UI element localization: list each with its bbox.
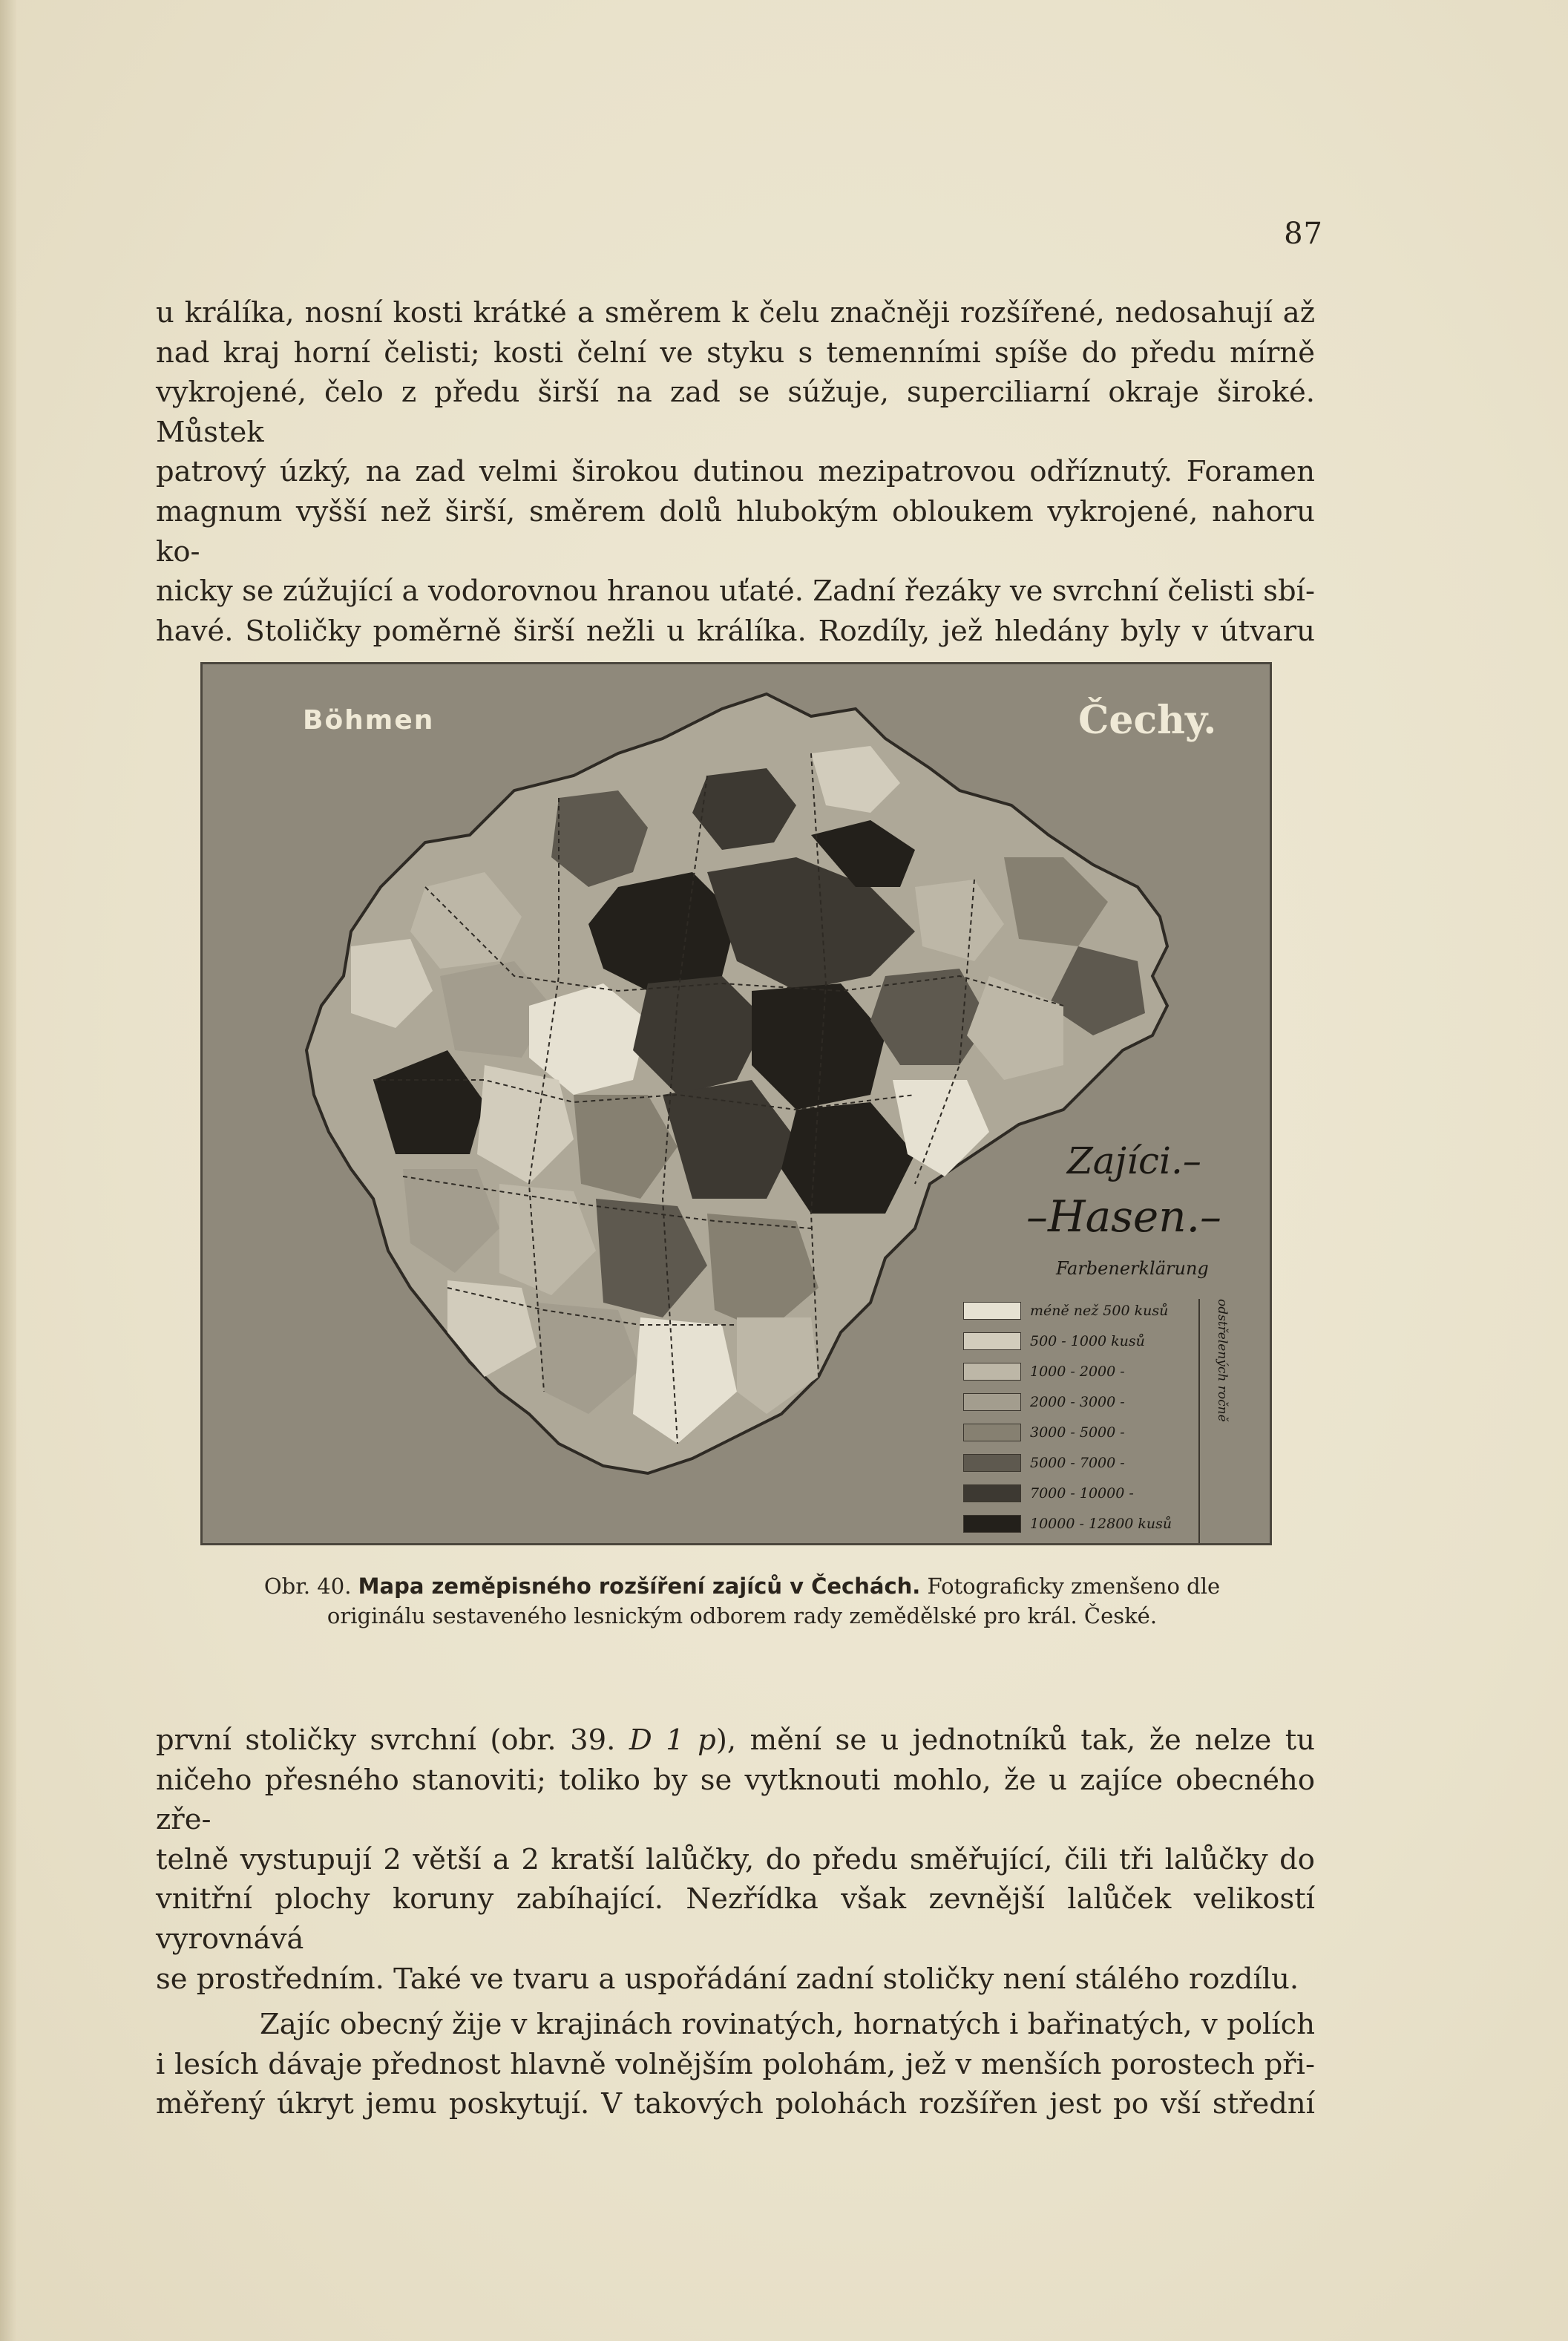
map-label-german: Böhmen [303, 705, 435, 736]
legend-side-note: odstřelených ročně [1215, 1299, 1230, 1422]
legend-entry [960, 1478, 1204, 1508]
legend-entry [960, 1417, 1204, 1447]
legend-swatch [963, 1332, 1021, 1350]
legend-entry [960, 1326, 1204, 1356]
legend-swatch [963, 1484, 1021, 1502]
legend-entry [960, 1386, 1204, 1417]
text-line: patrový úzký, na zad velmi širokou dutinou mezipatrovou odříznutý. Foramen [156, 455, 1315, 489]
text-line: Zajíc obecný žije v krajinách rovinatých, hornatých i bařinatých, v polích [260, 2008, 1315, 2042]
legend-entry [960, 1508, 1204, 1539]
legend-swatch [963, 1363, 1021, 1381]
legend-title-czech: Zajíci.– [1067, 1139, 1201, 1182]
legend-subtitle: Farbenerklärung [1056, 1258, 1209, 1279]
legend-entry [960, 1447, 1204, 1478]
text-line [156, 1720, 1315, 1761]
text-line: i lesích dávaje přednost hlavně volnějším polohám, jež v menších porostech při- [156, 2047, 1315, 2081]
legend-entry [960, 1356, 1204, 1386]
figure-caption [223, 1571, 1262, 1631]
distribution-map [200, 662, 1272, 1545]
caption-title: Mapa zeměpisného rozšíření zajíců v Čechách. [358, 1574, 921, 1599]
legend-label: méně než 500 kusů [1030, 1302, 1169, 1319]
text-span: první stoličky svrchní (obr. 39. [156, 1723, 616, 1757]
page-binding-edge [0, 0, 16, 2341]
map-label-czech: Čechy. [1078, 698, 1217, 743]
page-number: 87 [1284, 217, 1323, 251]
text-line: se prostředním. Také ve tvaru a uspořádání zadní stoličky není stálého rozdílu. [156, 1962, 1299, 1996]
text-line: nad kraj horní čelisti; kosti čelní ve styku s temenními spíše do předu mírně [156, 335, 1315, 370]
text-line: telně vystupují 2 větší a 2 kratší lalůčky, do předu směřující, čili tři lalůčky do [156, 1842, 1315, 1876]
figure-reference: D 1 p [629, 1723, 716, 1757]
legend-label: 5000 - 7000 - [1030, 1454, 1125, 1471]
caption-text: Fotograficky zmenšeno dle [927, 1574, 1221, 1599]
legend-label: 3000 - 5000 - [1030, 1424, 1125, 1441]
legend-title-german: –Hasen.– [1026, 1191, 1222, 1242]
text-line: magnum vyšší než širší, směrem dolů hlubokým obloukem vykrojené, nahoru ko- [156, 494, 1315, 569]
caption-label: Obr. 40. [263, 1574, 352, 1599]
legend-swatch [963, 1454, 1021, 1472]
text-line: vnitřní plochy koruny zabíhající. Nezřídka však zevnější lalůček velikostí vyrovnává [156, 1882, 1315, 1956]
legend-bracket [1198, 1299, 1244, 1544]
legend-swatch [963, 1515, 1021, 1533]
legend-label: 500 - 1000 kusů [1030, 1332, 1145, 1349]
legend-entry [960, 1295, 1204, 1326]
text-line: vykrojené, čelo z předu širší na zad se súžuje, superciliarní okraje široké. Můstek [156, 376, 1315, 449]
caption-text-line2: originálu sestaveného lesnickým odborem rady zemědělské pro král. České. [327, 1603, 1158, 1628]
text-span: ), mění se u jednotníků tak, že nelze tu [715, 1723, 1315, 1757]
text-line: nicky se zúžující a vodorovnou hranou uťaté. Zadní řezáky ve svrchní čelisti sbí- [156, 574, 1315, 609]
text-line: měřený úkryt jemu poskytují. V takových polohách rozšířen jest po vší střední [156, 2087, 1315, 2121]
legend-swatch [963, 1393, 1021, 1411]
legend-entries [960, 1295, 1204, 1539]
legend-swatch [963, 1302, 1021, 1320]
paragraph-1 [156, 293, 1315, 651]
legend-label: 7000 - 10000 - [1030, 1484, 1134, 1502]
legend-label: 1000 - 2000 - [1030, 1363, 1125, 1380]
legend-label: 10000 - 12800 kusů [1030, 1515, 1172, 1532]
map-legend [960, 1139, 1264, 1540]
text-line: ničeho přesného stanoviti; toliko by se vytknouti mohlo, že u zajíce obecného zře- [156, 1763, 1315, 1837]
legend-label: 2000 - 3000 - [1030, 1393, 1125, 1410]
text-line: havé. Stoličky poměrně širší nežli u králíka. Rozdíly, jež hledány byly v útvaru [156, 614, 1315, 648]
paragraph-2 [156, 1720, 1315, 2124]
text-line: u králíka, nosní kosti krátké a směrem k čelu značněji rozšířené, nedosahují až [156, 296, 1315, 330]
legend-swatch [963, 1424, 1021, 1441]
